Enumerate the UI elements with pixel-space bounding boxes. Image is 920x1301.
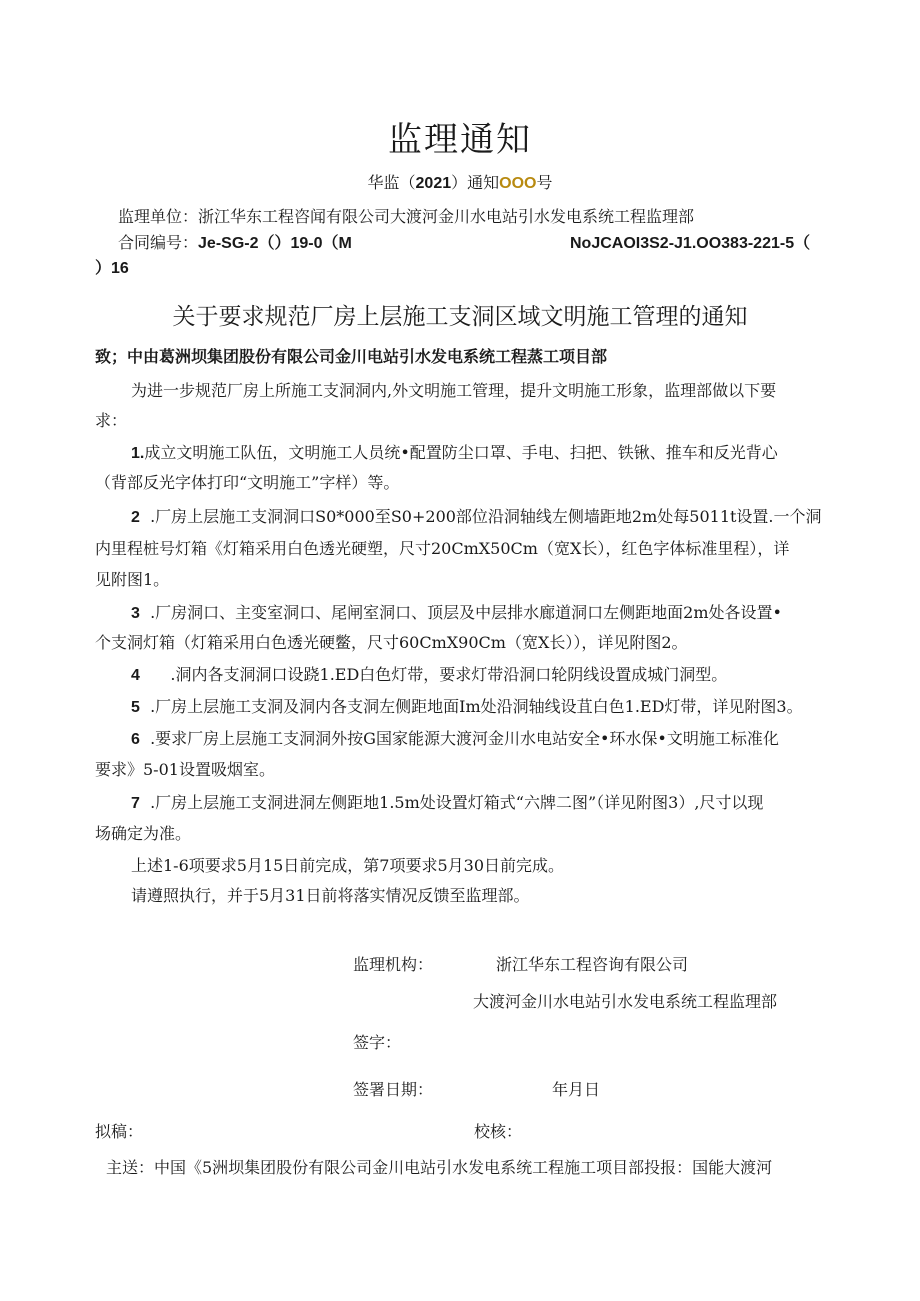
item-3-line-1: 3 .厂房洞口、主变室洞口、尾闸室洞口、顶层及中层排水廊道洞口左侧距地面2m处各设置• bbox=[131, 603, 782, 622]
review-label: 校核： bbox=[474, 1122, 523, 1141]
contract-number bbox=[118, 230, 352, 253]
contract-code: NoJCAOI3S2-J1.OO383-221-5（ bbox=[570, 235, 811, 252]
item-2-line-2: 内里程桩号灯箱《灯箱采用白色透光硬塑，尺寸20CmX50Cm（宽X长），红色字体标准里程），详 bbox=[95, 539, 790, 558]
intro-line-2: 求： bbox=[95, 411, 128, 430]
org-label: 监理机构： bbox=[353, 955, 434, 974]
item-1-line-1: 1.成立文明施工队伍，文明施工人员统•配置防尘口罩、手电、扫把、铁锹、推车和反光背心 bbox=[131, 443, 778, 462]
recipient: 致；中由葛洲坝集团股份有限公司金川电站引水发电系统工程蒸工项目部 bbox=[95, 347, 608, 366]
item-2-number: 2 bbox=[131, 509, 140, 526]
notice-subject: 关于要求规范厂房上层施工支洞区域文明施工管理的通知 bbox=[172, 304, 748, 330]
date-label: 签署日期： bbox=[353, 1080, 434, 1099]
item-7-line-2: 场确定为准。 bbox=[95, 824, 192, 843]
doc-number-mid: ）通知 bbox=[451, 173, 500, 192]
draft-label: 拟稿： bbox=[95, 1122, 144, 1141]
item-4-line-1: 4 .洞内各支洞洞口设跷1.ED白色灯带，要求灯带沿洞口轮阴线设置成城门洞型。 bbox=[131, 665, 728, 684]
doc-year: 2021 bbox=[415, 175, 452, 192]
item-6-line-1: 6 .要求厂房上层施工支洞洞外按G国家能源大渡河金川水电站安全•环水保•文明施工标准化 bbox=[131, 729, 779, 748]
item-7-line-1: 7 .厂房上层施工支洞进洞左侧距地1.5m处设置灯箱式“六牌二图”（详见附图3）,尺寸以现 bbox=[131, 793, 764, 812]
intro-line-1: 为进一步规范厂房上所施工支洞洞内,外文明施工管理，提升文明施工形象，监理部做以下要 bbox=[131, 381, 777, 400]
item-2-line-3: 见附图1。 bbox=[95, 570, 170, 589]
item-5-number: 5 bbox=[131, 699, 140, 716]
doc-number-prefix: 华监（ bbox=[367, 173, 416, 192]
supervision-unit bbox=[118, 204, 694, 227]
unit-value: 浙江华东工程咨闻有限公司大渡河金川水电站引水发电系统工程监理部 bbox=[198, 207, 695, 226]
item-6-number: 6 bbox=[131, 731, 140, 748]
doc-serial: OOO bbox=[499, 175, 537, 192]
document-number bbox=[0, 170, 920, 193]
item-1-number: 1. bbox=[131, 445, 145, 462]
item-2-line-1: 2 .厂房上层施工支洞洞口S0*000至S0+200部位沿洞轴线左侧墙距地2m处每5011t设置.一个洞 bbox=[131, 507, 822, 526]
item-7-number: 7 bbox=[131, 795, 140, 812]
item-3-number: 3 bbox=[131, 605, 140, 622]
item-6-line-2: 要求》5-01设置吸烟室。 bbox=[95, 760, 275, 779]
sign-label: 签字： bbox=[353, 1033, 402, 1052]
item-1-line-2: （背部反光字体打印“文明施工”字样）等。 bbox=[95, 473, 400, 492]
contract-label: 合同编号： bbox=[118, 233, 199, 252]
doc-number-suffix: 号 bbox=[536, 173, 553, 192]
contract-code-wrap: ）16 bbox=[95, 260, 129, 277]
request-text: 请遵照执行，并于5月31日前将落实情况反馈至监理部。 bbox=[131, 886, 530, 905]
page-title: 监理通知 bbox=[388, 120, 532, 160]
deadline-text: 上述1-6项要求5月15日前完成，第7项要求5月30日前完成。 bbox=[131, 856, 565, 875]
item-3-line-2: 个支洞灯箱（灯箱采用白色透光硬鳖，尺寸60CmX90Cm（宽X长）），详见附图2。 bbox=[95, 633, 688, 652]
org-name-line-2: 大渡河金川水电站引水发电系统工程监理部 bbox=[473, 992, 778, 1011]
date-value: 年月日 bbox=[552, 1080, 601, 1099]
org-name-line-1: 浙江华东工程咨询有限公司 bbox=[496, 955, 689, 974]
item-4-number: 4 bbox=[131, 667, 140, 684]
item-5-line-1: 5 .厂房上层施工支洞及洞内各支洞左侧距地面Im处沿洞轴线设苴白色1.ED灯带，详见附图3。 bbox=[131, 697, 803, 716]
cc-line: 主送：中国《5洲坝集团股份有限公司金川电站引水发电系统工程施工项目部投报：国能大渡河 bbox=[106, 1158, 773, 1177]
contract-value: Je-SG-2（）19-0（M bbox=[198, 235, 352, 252]
unit-label: 监理单位： bbox=[118, 207, 199, 226]
